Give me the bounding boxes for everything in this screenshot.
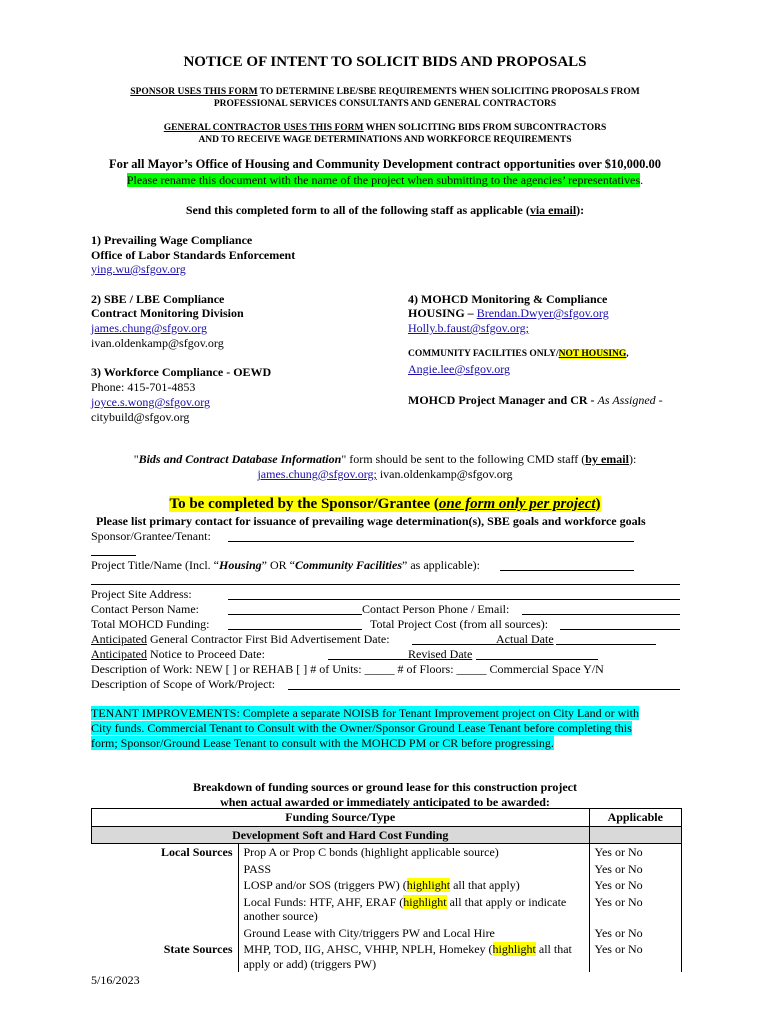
funding-table-header-row	[92, 809, 682, 827]
contact2-heading: 2) SBE / LBE Compliance	[91, 292, 225, 306]
sponsor-heading-end: )	[595, 496, 601, 512]
cf-only-line	[408, 349, 629, 359]
gc-bid-label	[91, 632, 390, 647]
rename-note: Please rename this document with the name of the project when submitting to the agencies’ representatives	[126, 173, 641, 187]
bcd-quote: "	[133, 452, 139, 466]
pt-housing: Housing	[218, 558, 262, 572]
table-row	[92, 861, 682, 878]
scope-label: Description of Scope of Work/Project:	[91, 677, 276, 691]
contact4-heading: 4) MOHCD Monitoring & Compliance	[408, 292, 608, 306]
group-label: State Sources	[163, 942, 233, 956]
tenant-note-l3-wrap	[91, 736, 554, 751]
pt-a: Project Title/Name (Incl. “	[91, 558, 219, 572]
send-line-end: ):	[576, 203, 585, 217]
source-text-post: all that apply or indicate another source)	[243, 894, 567, 923]
funding-section-row	[92, 826, 682, 844]
cf-label: COMMUNITY FACILITIES ONLY/	[408, 349, 559, 359]
sponsor-notice-line2: PROFESSIONAL SERVICES CONSULTANTS AND GENERAL CONTRACTORS	[213, 99, 557, 109]
source-cell	[238, 941, 589, 972]
source-cell	[238, 925, 589, 942]
group-label	[92, 925, 239, 942]
highlight-word: highlight	[403, 894, 447, 909]
sponsor-notice-rest: TO DETERMINE LBE/SBE REQUIREMENTS WHEN SOLICITING PROPOSALS FROM	[257, 87, 640, 97]
table-row	[92, 894, 682, 925]
sponsor-heading-emph: one form only per project	[438, 496, 596, 512]
group-label	[92, 877, 239, 894]
tenant-note-l2-wrap	[91, 721, 632, 736]
source-cell	[238, 861, 589, 878]
bcd-line	[0, 452, 770, 467]
contact1-email[interactable]: ying.wu@sfgov.org	[91, 262, 186, 276]
ntp-line[interactable]	[328, 659, 408, 660]
footer-date: 5/16/2023	[91, 973, 140, 987]
contact4-email2[interactable]: Holly.b.faust@sfgov.org;	[408, 321, 529, 335]
sponsor-heading-text: To be completed by the Sponsor/Grantee (	[169, 496, 439, 512]
group-label	[92, 861, 239, 878]
scope-line[interactable]	[288, 689, 680, 690]
applicable-cell[interactable]: Yes or No	[589, 861, 682, 878]
work-desc-label: Description of Work: NEW [ ] or REHAB [ ] # of Units: _____ # of Floors: _____ Commercial Space Y/N	[91, 662, 604, 676]
breakdown-l1: Breakdown of funding sources or ground lease for this construction project	[192, 780, 578, 794]
source-text: PASS	[243, 861, 272, 876]
cf-end: ,	[626, 349, 629, 359]
actual-date-line[interactable]	[556, 644, 656, 645]
bcd-email1[interactable]: james.chung@sfgov.org;	[257, 467, 377, 481]
contact-name-line[interactable]	[228, 614, 362, 615]
project-title-label	[91, 558, 480, 573]
source-text: Ground Lease with City/triggers PW and Local Hire	[243, 925, 495, 940]
revised-date-line[interactable]	[476, 659, 598, 660]
applicable-cell[interactable]: Yes or No	[589, 877, 682, 894]
applicable-cell[interactable]: Yes or No	[589, 941, 682, 972]
gc-bid-line[interactable]	[412, 644, 496, 645]
sponsor-field-line2[interactable]	[91, 555, 136, 556]
site-address-line[interactable]	[228, 599, 680, 600]
mayor-line: For all Mayor’s Office of Housing and Community Development contract opportunities over $10,000.00	[108, 157, 662, 171]
funding-table	[91, 808, 682, 972]
col-source-header: Funding Source/Type	[92, 809, 590, 827]
gc-notice-underlined: GENERAL CONTRACTOR USES THIS FORM	[163, 123, 364, 133]
contact1-heading: 1) Prevailing Wage Compliance	[91, 233, 253, 247]
source-cell	[238, 877, 589, 894]
contact3-heading: 3) Workforce Compliance - OEWD	[91, 365, 272, 379]
source-text: MHP, TOD, IIG, AHSC, VHHP, NPLH, Homekey (	[243, 942, 493, 956]
housing-email[interactable]: Brendan.Dwyer@sfgov.org	[476, 306, 609, 320]
gc-notice-rest: WHEN SOLICITING BIDS FROM SUBCONTRACTORS	[363, 123, 607, 133]
tenant-note-l1: TENANT IMPROVEMENTS: Complete a separate NOISB for Tenant Improvement project on City Land or with	[91, 706, 639, 720]
actual-date-label: Actual Date	[496, 632, 554, 646]
ntp-label	[91, 647, 265, 662]
gc-notice-line1	[0, 122, 770, 134]
bcd-end: ):	[628, 452, 637, 466]
send-line-text: Send this completed form to all of the following staff as applicable (	[185, 203, 530, 217]
table-row	[92, 877, 682, 894]
table-row	[92, 925, 682, 942]
total-cost-line[interactable]	[560, 629, 680, 630]
bcd-email2: ivan.oldenkamp@sfgov.org	[376, 467, 513, 481]
source-text-post: all that apply or add) (triggers PW)	[243, 942, 572, 971]
project-title-line2[interactable]	[91, 584, 680, 585]
anticipated1: Anticipated	[91, 632, 147, 646]
sponsor-notice-underlined: SPONSOR USES THIS FORM	[130, 87, 258, 97]
tenant-note-l1-wrap	[91, 706, 639, 721]
source-text: Prop A or Prop C bonds (highlight applicable source)	[243, 845, 499, 859]
sponsor-field-line[interactable]	[228, 541, 634, 542]
contact3-phone: Phone: 415-701-4853	[91, 380, 196, 394]
via-email-link[interactable]: via email	[529, 203, 577, 217]
bcd-form-name: Bids and Contract Database Information	[138, 452, 342, 466]
contact4-housing	[408, 306, 609, 321]
sponsor-notice-line1	[0, 86, 770, 98]
not-housing-label: NOT HOUSING	[558, 349, 627, 359]
total-cost-label: Total Project Cost (from all sources):	[370, 617, 549, 631]
sponsor-field-label: Sponsor/Grantee/Tenant:	[91, 529, 211, 543]
source-cell	[238, 894, 589, 925]
highlight-word: highlight	[492, 942, 536, 956]
pt-or: ” OR “	[261, 558, 295, 572]
pm-line	[408, 393, 663, 408]
ntp-text: Notice to Proceed Date:	[146, 647, 265, 661]
source-cell	[238, 844, 589, 861]
applicable-cell[interactable]: Yes or No	[589, 844, 682, 861]
bcd-mid: " form should be sent to the following CMD staff (	[341, 452, 586, 466]
applicable-cell[interactable]: Yes or No	[589, 925, 682, 942]
tenant-note-l2: City funds. Commercial Tenant to Consult with the Owner/Sponsor Ground Lease Tenant before completing this	[91, 721, 632, 735]
contact3-email1[interactable]: joyce.s.wong@sfgov.org	[91, 395, 211, 409]
contact-phone-line[interactable]	[522, 614, 680, 615]
gc-bid-text: General Contractor First Bid Advertisement Date:	[146, 632, 390, 646]
group-label: Local Sources	[161, 845, 233, 859]
housing-label: HOUSING –	[408, 306, 477, 320]
funding-line[interactable]	[228, 629, 362, 630]
cf-email[interactable]: Angie.lee@sfgov.org	[408, 362, 511, 376]
gc-notice-line2: AND TO RECEIVE WAGE DETERMINATIONS AND WORKFORCE REQUIREMENTS	[198, 135, 572, 145]
applicable-cell[interactable]: Yes or No	[589, 894, 682, 925]
pt-cf: Community Facilities	[295, 558, 403, 572]
section-header-spacer	[589, 826, 682, 844]
contact2-email2: ivan.oldenkamp@sfgov.org	[91, 336, 224, 350]
contact2-org: Contract Monitoring Division	[91, 306, 244, 320]
contact-name-label: Contact Person Name:	[91, 602, 199, 616]
pt-as-applicable: ” as applicable):	[402, 558, 480, 572]
contact3-email2: citybuild@sfgov.org	[91, 410, 190, 424]
bcd-by-email: by email	[585, 452, 629, 466]
source-text-post: all that apply)	[450, 878, 520, 892]
project-title-line[interactable]	[500, 570, 634, 571]
sponsor-heading	[169, 496, 600, 512]
primary-contact-note: Please list primary contact for issuance of prevailing wage determination(s), SBE goals and workforce goals	[96, 514, 646, 528]
page-title: NOTICE OF INTENT TO SOLICIT BIDS AND PROPOSALS	[183, 54, 587, 70]
revised-date-label: Revised Date	[408, 647, 473, 661]
send-line	[0, 203, 770, 218]
contact1-org: Office of Labor Standards Enforcement	[91, 248, 296, 262]
highlight-word: highlight	[406, 878, 451, 892]
table-row	[92, 844, 682, 861]
rename-note-wrap: Please rename this document with the name of the project when submitting to the agencies’ representatives.	[126, 173, 644, 187]
pm-value: As Assigned -	[597, 393, 663, 407]
pm-label: MOHCD Project Manager and CR -	[408, 393, 598, 407]
funding-label: Total MOHCD Funding:	[91, 617, 210, 631]
section-header: Development Soft and Hard Cost Funding	[92, 826, 590, 844]
source-text: Local Funds: HTF, AHF, ERAF (	[243, 894, 404, 909]
anticipated2: Anticipated	[91, 647, 147, 661]
tenant-note-l3: form; Sponsor/Ground Lease Tenant to consult with the MOHCD PM or CR before progressing.	[91, 736, 554, 750]
contact-phone-label: Contact Person Phone / Email:	[362, 602, 510, 616]
table-row	[92, 941, 682, 972]
sponsor-heading-wrap	[0, 495, 770, 513]
breakdown-l2: when actual awarded or immediately anticipated to be awarded:	[220, 795, 550, 809]
site-address-label: Project Site Address:	[91, 587, 192, 601]
bcd-emails	[0, 467, 770, 482]
contact2-email1[interactable]: james.chung@sfgov.org	[91, 321, 208, 335]
source-text: LOSP and/or SOS (triggers PW) (	[243, 878, 407, 892]
col-applicable-header: Applicable	[589, 809, 682, 827]
group-label	[92, 894, 239, 925]
